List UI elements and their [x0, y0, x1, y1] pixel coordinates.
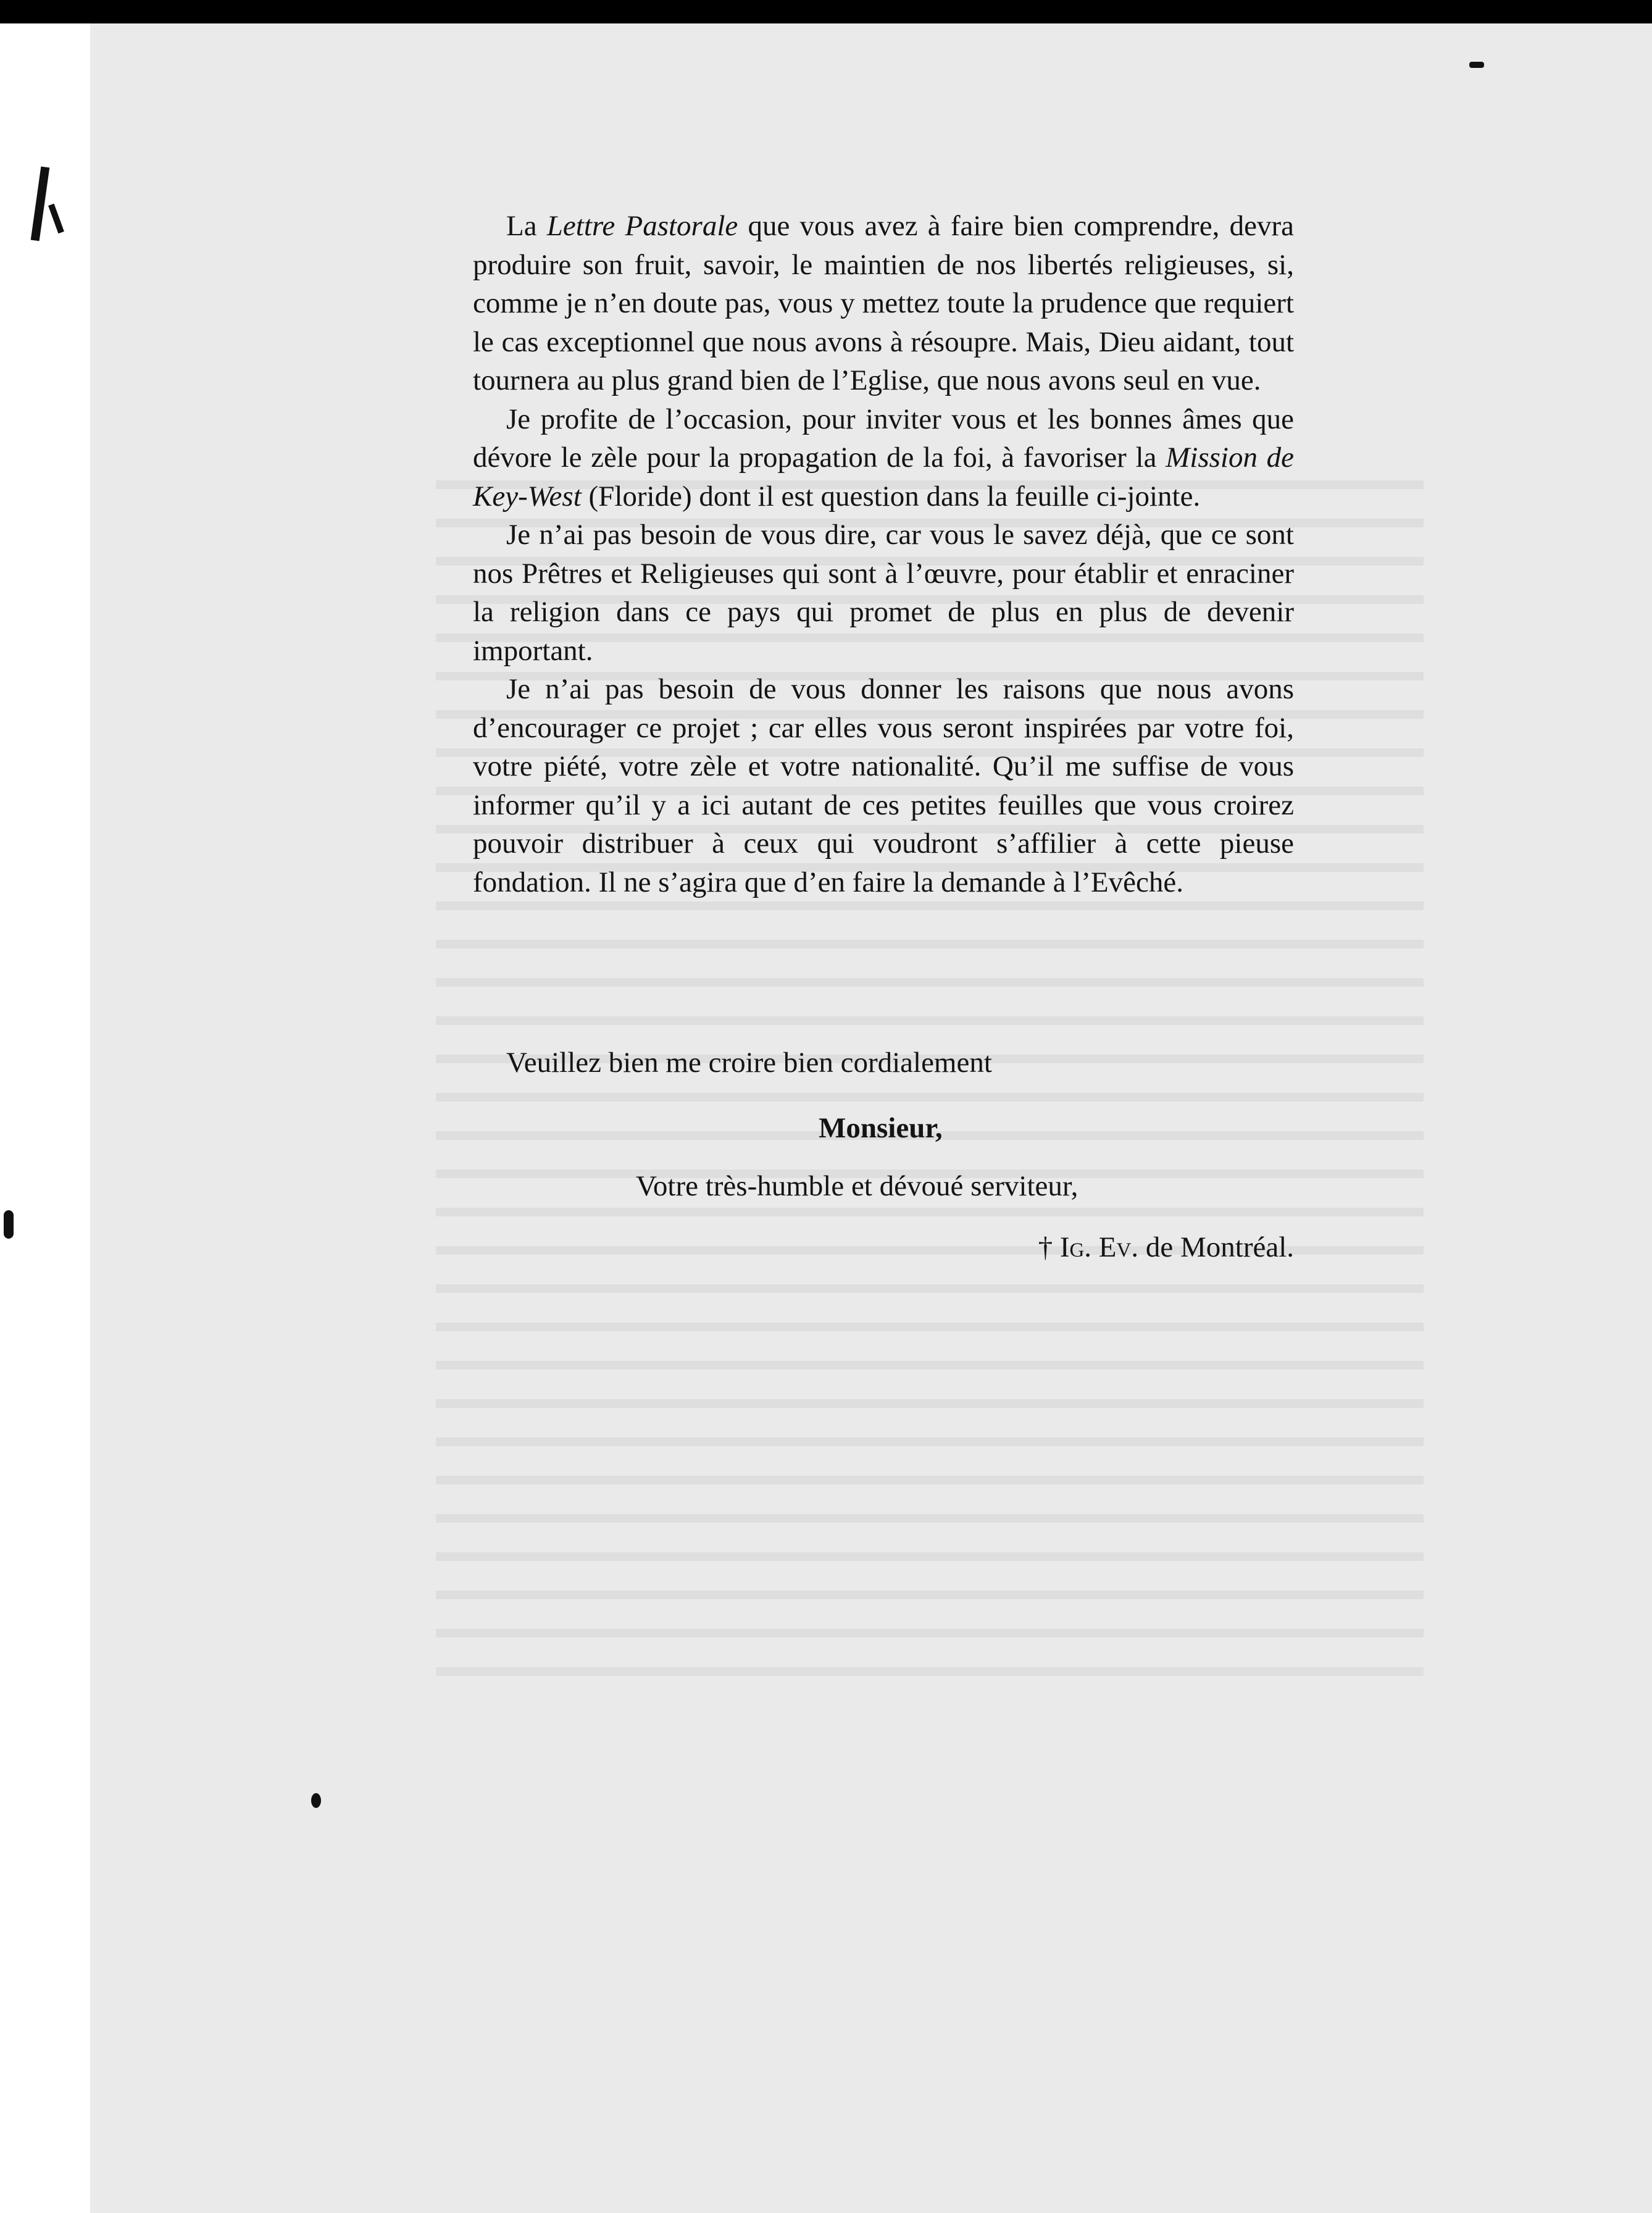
signature-initials: Ig. Ev. [1059, 1231, 1139, 1263]
scan-top-border [0, 0, 1652, 23]
cross-symbol: † [1038, 1231, 1053, 1263]
scan-left-margin [0, 0, 90, 2213]
paragraph-4: Je n’ai pas besoin de vous donner les raisons que nous avons d’encourager ce projet ; car elles vous seront inspirées par votre foi, votre piété, votre zèle et votre nationalité. Qu’il me suffise de vous informer qu’il y a ici autant de ces petites feuilles que vous croirez pouvoir distribuer à ceux qui voudront s’affilier à cette pieuse fondation. Il ne s’agira que d’en faire la demande à l’Evêché. [473, 673, 1294, 898]
ink-speck [1469, 62, 1484, 68]
letter-body [473, 207, 1294, 902]
paragraph-1: La Lettre Pastorale que vous avez à faire bien comprendre, devra produire son fruit, savoir, le maintien de nos libertés religieuses, si, comme je n’en doute pas, vous y mettez toute la prudence que requiert le cas exceptionnel que nous avons à résoupre. Mais, Dieu aidant, tout tournera au plus grand bien de l’Eglise, que nous avons seul en vue. [473, 210, 1294, 396]
paragraph-2: Je profite de l’occasion, pour inviter vous et les bonnes âmes que dévore le zèle pour la propagation de la foi, à favoriser la Mission de Key-West (Floride) dont il est question dans la feuille ci-jointe. [473, 403, 1294, 512]
salutation: Monsieur, [819, 1112, 943, 1144]
valediction: Votre très-humble et dévoué serviteur, [636, 1170, 1078, 1202]
binding-speck [4, 1210, 14, 1239]
closing-line: Veuillez bien me croire bien cordialement [506, 1047, 992, 1079]
signature [1038, 1231, 1294, 1264]
ink-speck [311, 1793, 321, 1808]
paragraph-3: Je n’ai pas besoin de vous dire, car vous le savez déjà, que ce sont nos Prêtres et Religieuses qui sont à l’œuvre, pour établir et enraciner la religion dans ce pays qui promet de plus en plus de devenir important. [473, 519, 1294, 667]
signature-see: de Montréal. [1145, 1231, 1294, 1263]
